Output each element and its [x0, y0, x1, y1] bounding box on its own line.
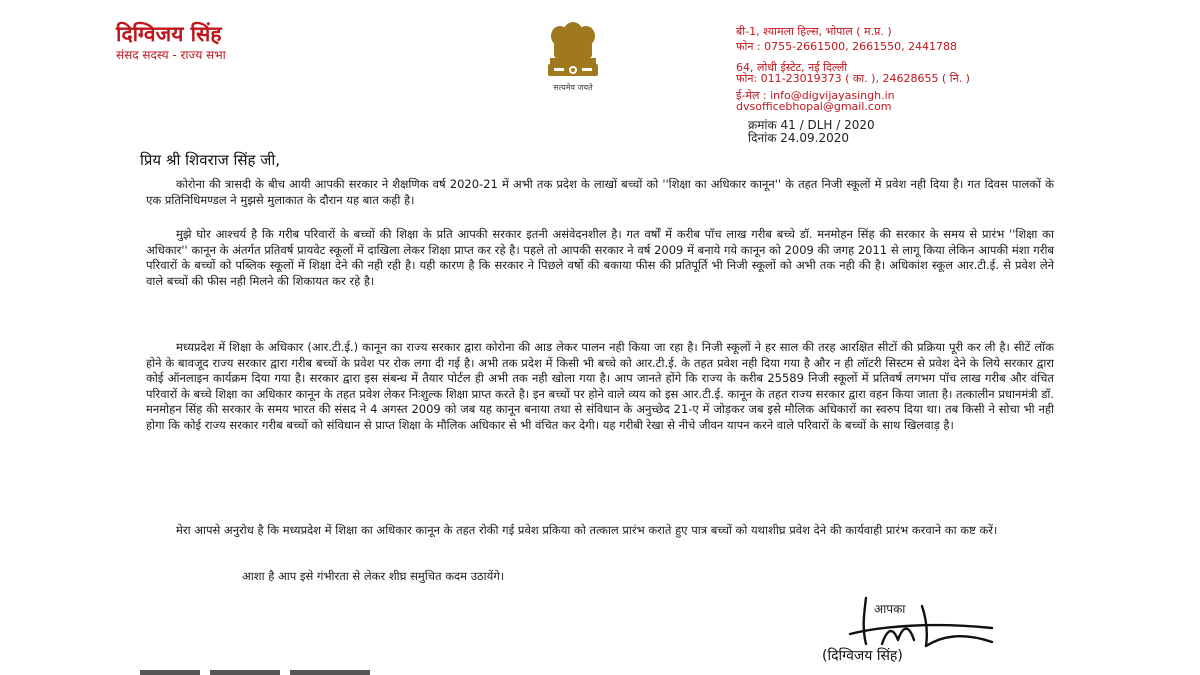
body-paragraph-5: आशा है आप इसे गंभीरता से लेकर शीघ्र समुचित कदम उठायेंगे। — [242, 569, 505, 583]
sender-designation: संसद सदस्य - राज्य सभा — [116, 48, 226, 62]
body-paragraph-4: मेरा आपसे अनुरोध है कि मध्यप्रदेश में शिक्षा का अधिकार कानून के तहत रोकी गई प्रवेश प्रकिया को तत्काल प्रारंभ कराते हुए पात्र बच्चों को यथाशीघ्र प्रवेश देने की कार्यवाही प्रारंभ करवाने का कष्ट करें। — [176, 523, 998, 537]
email-secondary: dvsofficebhopal@gmail.com — [736, 100, 892, 113]
cutoff-text-fragment — [140, 668, 380, 675]
address-delhi: 64, लोधी ईस्टेट, नई दिल्ली — [736, 61, 848, 74]
salutation: प्रिय श्री शिवराज सिंह जी, — [140, 151, 281, 169]
reference-number: क्रमांक 41 / DLH / 2020 — [748, 118, 875, 132]
body-paragraph-1: कोरोना की त्रासदी के बीच आयी आपकी सरकार ने शैक्षणिक वर्ष 2020-21 में अभी तक प्रदेश के लाखों बच्चों को ''शिक्षा का अधिकार कानून'' के तहत निजी स्कूलों में प्रवेश नही दिया है। गत दिवस पालकों के एक प्रतिनिधिमण्डल ने मुझसे मुलाकात के दौरान यह बात कही है। — [146, 177, 1054, 207]
email-primary: ई-मेल : info@digvijayasingh.in — [736, 89, 895, 102]
sender-name: दिग्विजय सिंह — [116, 22, 222, 46]
phone-delhi: फोन: 011-23019373 ( का. ), 24628655 ( नि. ) — [736, 72, 970, 85]
closing-phrase: आपका — [874, 602, 906, 616]
national-emblem-icon — [540, 22, 606, 80]
body-paragraph-3: मध्यप्रदेश में शिक्षा के अधिकार (आर.टी.ई.) कानून का राज्य सरकार द्वारा कोरोना की आड लेकर पालन नही किया जा रहा है। निजी स्कूलों ने हर साल की तरह आरक्षित सीटों की प्रक्रिया पूरी कर ली है। सीटें लॉक होने के बावजूद राज्य सरकार द्वारा गरीब बच्चों के प्रवेश पर रोक लगा दी गई है। अभी तक प्रदेश में किसी भी बच्चे को आर.टी.ई. के तहत प्रवेश नही दिया गया है और न ही लॉटरी सिस्टम से प्रवेश देने के लिये सरकार द्वारा कोई ऑनलाइन कार्यक्रम दिया गया है। सरकार द्वारा इस संबन्ध में तैयार पोर्टल ही अभी तक नही खोला गया है। आप जानते होंगे कि राज्य के करीब 25589 निजी स्कूलों में प्रतिवर्ष लगभग पॉच लाख गरीब और वंचित परिवारों के बच्चे शिक्षा का अधिकार कानून के तहत प्रवेश लेकर निःशुल्क शिक्षा प्राप्त करते है। इन बच्चों पर होने वाले व्यय को इस आर.टी.ई. कानून के तहत राज्य सरकार द्वारा वहन किया जाता है। तत्कालीन प्रधानमंत्री डॉ. मनमोहन सिंह की सरकार के समय भारत की संसद ने 4 अगस्त 2009 को जब यह कानून बनाया तथा से संविधान के अनुच्छेद 21-ए में जोड़कर जब इसे मौलिक अधिकारों का स्वरुप दिया था। तब किसी ने सोचा भी नही होगा कि कोई राज्य सरकार गरीब बच्चों को संविधान से प्राप्त शिक्षा के मौलिक अधिकार से भी वंचित कर देगी। यह गरीबी रेखा से नीचे जीवन यापन करने वाले परिवारों के बच्चों के साथ खिलवाड़ है। — [146, 340, 1054, 432]
emblem-motto: सत्यमेव जयते — [553, 83, 593, 92]
reference-date: दिनांक 24.09.2020 — [748, 131, 849, 145]
phone-bhopal: फोन : 0755-2661500, 2661550, 2441788 — [736, 40, 958, 53]
address-bhopal: बी-1, श्यामला हिल्स, भोपाल ( म.प्र. ) — [736, 25, 892, 38]
body-paragraph-2: मुझे घोर आश्चर्य है कि गरीब परिवारों के बच्चों की शिक्षा के प्रति आपकी सरकार इतनी असंवेदनशील है। गत वर्षों में करीब पॉच लाख गरीब बच्चे डॉ. मनमोहन सिंह की सरकार के समय से प्रारंभ ''शिक्षा का अधिकार'' कानून के अंतर्गत प्रतिवर्ष प्रायवेट स्कूलों में दाखिला लेकर शिक्षा प्राप्त कर रहे है। पहले तो आपकी सरकार ने वर्ष 2009 में बनाये गये कानून को 2009 की जगह 2011 से लागू किया लेकिन आपकी मंशा गरीब परिवारों के बच्चों को पब्लिक स्कूलों में शिक्षा देने की नही रही है। यही कारण है कि सरकार ने पिछले वर्षो की बकाया फीस की प्रतिपूर्ति भी निजी स्कूलों को अभी तक नही की है। अधिकांश स्कूल आर.टी.ई. से प्रवेश लेने वाले बच्चों की फीस नही मिलने की शिकायत कर रहे है। — [146, 227, 1054, 288]
signatory-name: (दिग्विजय सिंह) — [822, 648, 903, 664]
